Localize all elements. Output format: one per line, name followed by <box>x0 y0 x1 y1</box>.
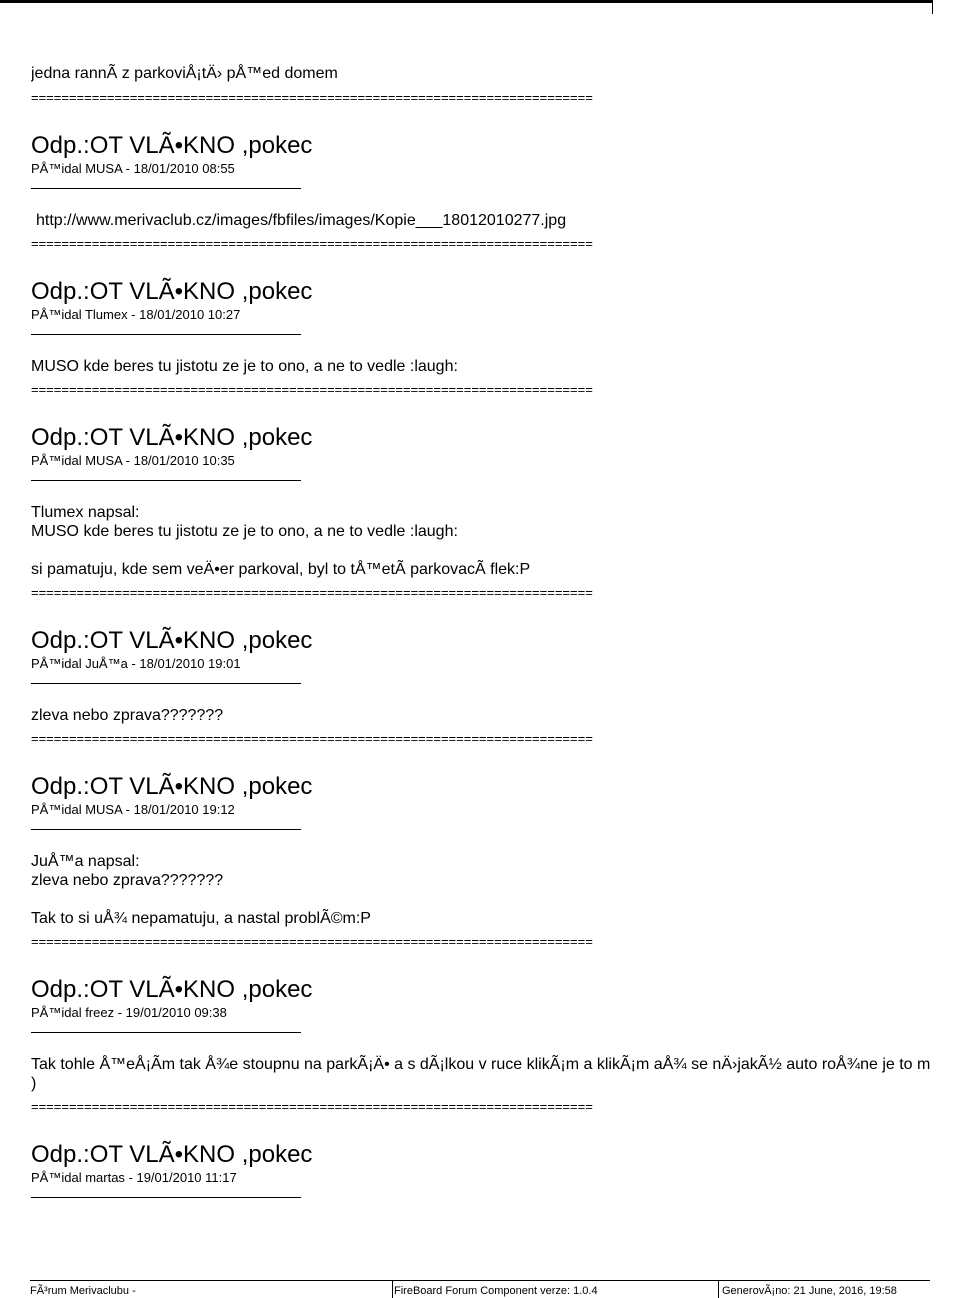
post-7 <box>31 1142 960 1198</box>
post-text: si pamatuju, kde sem veÄ•er parkoval, byl to tÅ™etÃ parkovacÃ flek:P <box>31 561 531 578</box>
footer-generated-date: GenerovÃ¡no: 21 June, 2016, 19:58 <box>722 1285 897 1297</box>
post-body <box>31 1055 960 1093</box>
post-text: Tak tohle Å™eÅ¡Ãm tak Å¾e stoupnu na parkÃ¡Ä• a s dÃ¡lkou v ruce klikÃ¡m a klikÃ¡m aÅ¾ se nÄ›jakÃ½ auto roÅ¾ne je to m <box>31 1056 931 1073</box>
separator: ========================================================================== <box>31 585 593 600</box>
quote-text: zleva nebo zprava??????? <box>31 872 224 889</box>
forum-thread <box>31 52 960 1198</box>
separator: ========================================================================== <box>31 731 593 746</box>
post-4 <box>31 628 960 725</box>
post-body <box>31 706 960 725</box>
post-rule <box>31 829 301 830</box>
post-6 <box>31 977 960 1093</box>
post-rule <box>31 1197 301 1198</box>
separator: ========================================================================== <box>31 90 593 105</box>
post-body <box>31 211 960 230</box>
separator: ========================================================================== <box>31 934 593 949</box>
post-title: Odp.:OT VLÃ•KNO ,pokec <box>31 132 313 159</box>
footer-divider <box>392 1281 393 1298</box>
page-footer <box>30 1280 930 1298</box>
post-text-continued: ) <box>31 1075 37 1092</box>
post-rule <box>31 188 301 189</box>
separator: ========================================================================== <box>31 382 593 397</box>
post-1 <box>31 133 960 230</box>
post-text: MUSO kde beres tu jistotu ze je to ono, a ne to vedle :laugh: <box>31 358 458 375</box>
post-2 <box>31 279 960 376</box>
post-meta: PÅ™idal MUSA - 18/01/2010 19:12 <box>31 802 235 817</box>
post-meta: PÅ™idal MUSA - 18/01/2010 10:35 <box>31 453 235 468</box>
post-title: Odp.:OT VLÃ•KNO ,pokec <box>31 1141 313 1168</box>
post-meta: PÅ™idal Tlumex - 18/01/2010 10:27 <box>31 307 241 322</box>
post-title: Odp.:OT VLÃ•KNO ,pokec <box>31 278 313 305</box>
post-meta: PÅ™idal freez - 19/01/2010 09:38 <box>31 1005 227 1020</box>
post-3 <box>31 425 960 579</box>
post-body <box>31 503 960 579</box>
post-5 <box>31 774 960 928</box>
post-meta: PÅ™idal JuÅ™a - 18/01/2010 19:01 <box>31 656 241 671</box>
post-body <box>31 357 960 376</box>
post-title: Odp.:OT VLÃ•KNO ,pokec <box>31 627 313 654</box>
post-text: Tak to si uÅ¾ nepamatuju, a nastal problÃ©m:P <box>31 910 371 927</box>
post-link[interactable]: http://www.merivaclub.cz/images/fbfiles/images/Kopie___18012010277.jpg <box>36 212 567 229</box>
post-meta: PÅ™idal MUSA - 18/01/2010 08:55 <box>31 161 235 176</box>
post-title: Odp.:OT VLÃ•KNO ,pokec <box>31 976 313 1003</box>
quote-text: MUSO kde beres tu jistotu ze je to ono, a ne to vedle :laugh: <box>31 523 458 540</box>
footer-divider <box>718 1281 719 1298</box>
quote-author: JuÅ™a napsal: <box>31 853 140 870</box>
post-text: zleva nebo zprava??????? <box>31 707 224 724</box>
post-meta: PÅ™idal martas - 19/01/2010 11:17 <box>31 1170 237 1185</box>
post-rule <box>31 683 301 684</box>
top-border-corner <box>932 0 933 14</box>
post-rule <box>31 480 301 481</box>
top-border <box>0 0 932 3</box>
post-rule <box>31 1032 301 1033</box>
post-rule <box>31 334 301 335</box>
separator: ========================================================================== <box>31 236 593 251</box>
post-title: Odp.:OT VLÃ•KNO ,pokec <box>31 424 313 451</box>
footer-site-name: FÃ³rum Merivaclubu - <box>30 1285 136 1297</box>
separator: ========================================================================== <box>31 1099 593 1114</box>
post-body <box>31 852 960 928</box>
previous-post-text: jedna rannÃ z parkoviÅ¡tÄ› pÅ™ed domem <box>31 65 338 82</box>
footer-component-version: FireBoard Forum Component verze: 1.0.4 <box>394 1285 598 1297</box>
post-title: Odp.:OT VLÃ•KNO ,pokec <box>31 773 313 800</box>
quote-author: Tlumex napsal: <box>31 504 140 521</box>
